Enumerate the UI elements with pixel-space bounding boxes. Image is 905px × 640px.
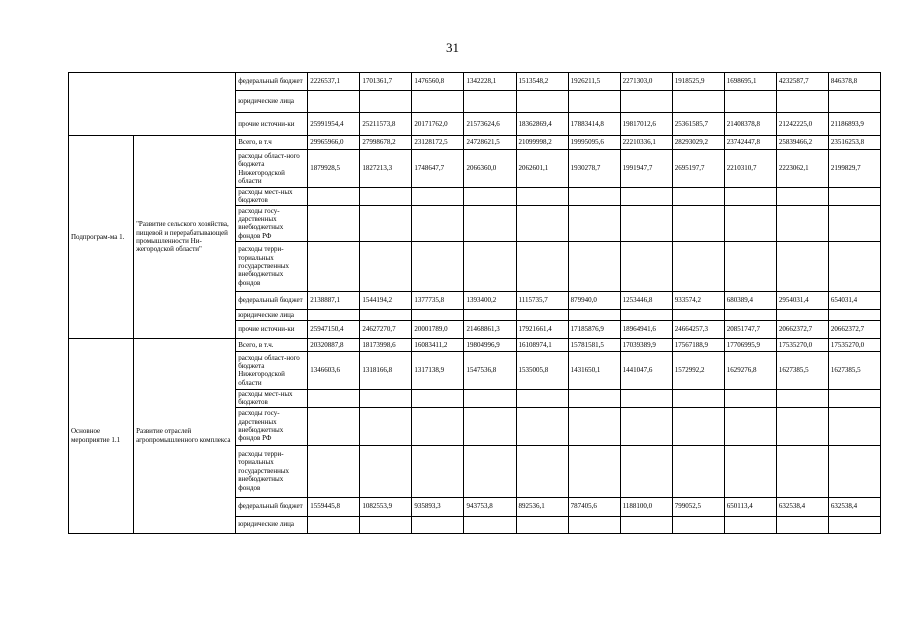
value-cell: 1431650,1 (568, 351, 620, 389)
value-cell (672, 309, 724, 320)
value-cell (412, 188, 464, 206)
value-cell: 15781581,5 (568, 338, 620, 351)
value-cell (412, 205, 464, 241)
value-cell (568, 445, 620, 497)
value-cell: 18362869,4 (516, 113, 568, 136)
source-label-cell: расходы терри-ториальных государственных внебюджетных фондов (236, 241, 308, 291)
value-cell: 1918525,9 (672, 73, 724, 91)
value-cell (464, 205, 516, 241)
value-cell: 1393400,2 (464, 291, 516, 309)
value-cell (308, 188, 360, 206)
value-cell: 1476560,8 (412, 73, 464, 91)
value-cell: 20662372,7 (776, 320, 828, 338)
value-cell: 16083411,2 (412, 338, 464, 351)
value-cell (464, 309, 516, 320)
value-cell (776, 407, 828, 445)
value-cell (828, 205, 880, 241)
value-cell: 1346603,6 (308, 351, 360, 389)
value-cell (308, 516, 360, 533)
value-cell: 1342228,1 (464, 73, 516, 91)
value-cell: 16108974,1 (516, 338, 568, 351)
value-cell: 2223062,1 (776, 150, 828, 188)
value-cell: 17567188,9 (672, 338, 724, 351)
program-code-cell: Подпрограм-ма 1. (69, 136, 134, 339)
source-label-cell: Всего, в т.ч (236, 136, 308, 150)
value-cell (412, 91, 464, 113)
value-cell (724, 309, 776, 320)
value-cell (828, 188, 880, 206)
value-cell: 1572992,2 (672, 351, 724, 389)
source-label-cell: прочие источни-ки (236, 113, 308, 136)
value-cell (516, 91, 568, 113)
value-cell (724, 205, 776, 241)
value-cell (568, 309, 620, 320)
value-cell (412, 309, 464, 320)
value-cell (360, 205, 412, 241)
value-cell (828, 309, 880, 320)
value-cell (672, 91, 724, 113)
value-cell (308, 445, 360, 497)
value-cell: 2271303,0 (620, 73, 672, 91)
value-cell: 892536,1 (516, 497, 568, 516)
value-cell (620, 309, 672, 320)
value-cell (360, 241, 412, 291)
value-cell (620, 188, 672, 206)
value-cell: 23516253,8 (828, 136, 880, 150)
value-cell (568, 241, 620, 291)
value-cell: 680389,4 (724, 291, 776, 309)
value-cell: 25991954,4 (308, 113, 360, 136)
value-cell (412, 389, 464, 407)
value-cell (464, 241, 516, 291)
value-cell (516, 188, 568, 206)
value-cell: 25211573,8 (360, 113, 412, 136)
value-cell (724, 91, 776, 113)
value-cell: 1930278,7 (568, 150, 620, 188)
value-cell: 17535270,0 (776, 338, 828, 351)
value-cell: 19817012,6 (620, 113, 672, 136)
value-cell (620, 241, 672, 291)
value-cell: 632538,4 (776, 497, 828, 516)
value-cell (620, 389, 672, 407)
value-cell (412, 516, 464, 533)
value-cell (412, 445, 464, 497)
source-label-cell: расходы област-ного бюджета Нижегородской области (236, 150, 308, 188)
value-cell: 28293029,2 (672, 136, 724, 150)
value-cell: 21242225,0 (776, 113, 828, 136)
value-cell: 1115735,7 (516, 291, 568, 309)
value-cell (516, 516, 568, 533)
table-row (69, 73, 881, 91)
value-cell: 24728621,5 (464, 136, 516, 150)
value-cell: 787405,6 (568, 497, 620, 516)
value-cell (828, 241, 880, 291)
value-cell: 20320887,8 (308, 338, 360, 351)
value-cell: 935893,3 (412, 497, 464, 516)
value-cell (620, 407, 672, 445)
source-label-cell: федеральный бюджет (236, 291, 308, 309)
value-cell: 1082553,9 (360, 497, 412, 516)
value-cell: 933574,2 (672, 291, 724, 309)
value-cell (672, 188, 724, 206)
value-cell (828, 91, 880, 113)
value-cell: 17535270,0 (828, 338, 880, 351)
source-label-cell: расходы терри-ториальных государственных внебюджетных фондов (236, 445, 308, 497)
value-cell (568, 205, 620, 241)
source-label-cell: юридические лица (236, 516, 308, 533)
value-cell: 29965966,0 (308, 136, 360, 150)
value-cell (516, 445, 568, 497)
source-label-cell: расходы мест-ных бюджетов (236, 188, 308, 206)
source-label-cell: расходы мест-ных бюджетов (236, 389, 308, 407)
value-cell (776, 91, 828, 113)
value-cell (568, 188, 620, 206)
value-cell: 20001789,0 (412, 320, 464, 338)
value-cell (776, 241, 828, 291)
value-cell (516, 389, 568, 407)
value-cell: 1627385,5 (828, 351, 880, 389)
source-label-cell: расходы госу-дарственных внебюджетных фондов РФ (236, 407, 308, 445)
value-cell: 654031,4 (828, 291, 880, 309)
value-cell (568, 91, 620, 113)
value-cell: 1559445,8 (308, 497, 360, 516)
value-cell: 1926211,5 (568, 73, 620, 91)
value-cell: 20171762,0 (412, 113, 464, 136)
value-cell: 1318166,8 (360, 351, 412, 389)
value-cell: 2695197,7 (672, 150, 724, 188)
value-cell (464, 188, 516, 206)
table-row (69, 136, 881, 150)
value-cell: 1441047,6 (620, 351, 672, 389)
value-cell: 17706995,9 (724, 338, 776, 351)
value-cell: 1377735,8 (412, 291, 464, 309)
value-cell (724, 188, 776, 206)
value-cell: 1253446,8 (620, 291, 672, 309)
value-cell (776, 389, 828, 407)
value-cell: 1627385,5 (776, 351, 828, 389)
table-row (69, 338, 881, 351)
value-cell (516, 407, 568, 445)
value-cell: 20851747,7 (724, 320, 776, 338)
budget-table (68, 72, 881, 534)
value-cell (724, 407, 776, 445)
value-cell (308, 309, 360, 320)
value-cell: 1547536,8 (464, 351, 516, 389)
value-cell: 25839466,2 (776, 136, 828, 150)
source-label-cell: расходы област-ного бюджета Нижегородской области (236, 351, 308, 389)
value-cell: 2199829,7 (828, 150, 880, 188)
value-cell (568, 516, 620, 533)
value-cell (724, 445, 776, 497)
source-label-cell: Всего, в т.ч. (236, 338, 308, 351)
value-cell (672, 389, 724, 407)
value-cell (464, 91, 516, 113)
value-cell (464, 407, 516, 445)
value-cell (360, 516, 412, 533)
value-cell: 1544194,2 (360, 291, 412, 309)
value-cell: 22210336,1 (620, 136, 672, 150)
value-cell: 1698695,1 (724, 73, 776, 91)
value-cell: 18964941,6 (620, 320, 672, 338)
value-cell: 1535005,8 (516, 351, 568, 389)
value-cell (308, 407, 360, 445)
program-code-cell: Основное мероприятие 1.1 (69, 338, 134, 533)
source-label-cell: прочие источни-ки (236, 320, 308, 338)
value-cell: 2226537,1 (308, 73, 360, 91)
value-cell (828, 407, 880, 445)
value-cell (360, 188, 412, 206)
value-cell (308, 91, 360, 113)
value-cell: 2062601,1 (516, 150, 568, 188)
value-cell: 23742447,8 (724, 136, 776, 150)
value-cell (724, 389, 776, 407)
value-cell (464, 389, 516, 407)
value-cell (776, 188, 828, 206)
value-cell (828, 445, 880, 497)
value-cell (516, 205, 568, 241)
value-cell: 21468861,3 (464, 320, 516, 338)
value-cell: 1827213,3 (360, 150, 412, 188)
value-cell: 20662372,7 (828, 320, 880, 338)
value-cell (828, 389, 880, 407)
value-cell: 19995095,6 (568, 136, 620, 150)
value-cell: 879940,0 (568, 291, 620, 309)
value-cell: 25947150,4 (308, 320, 360, 338)
value-cell (360, 389, 412, 407)
value-cell: 1991947,7 (620, 150, 672, 188)
value-cell (724, 516, 776, 533)
value-cell: 18173998,6 (360, 338, 412, 351)
page-number: 31 (446, 40, 459, 55)
value-cell: 24664257,3 (672, 320, 724, 338)
value-cell (776, 205, 828, 241)
program-title-cell: "Развитие сельского хозяйства, пищевой и перерабатывающей промышленности Ни-жегородской области" (134, 136, 236, 339)
value-cell (516, 241, 568, 291)
value-cell: 21408378,8 (724, 113, 776, 136)
value-cell: 799052,5 (672, 497, 724, 516)
value-cell: 1879928,5 (308, 150, 360, 188)
value-cell: 23128172,5 (412, 136, 464, 150)
value-cell: 1748647,7 (412, 150, 464, 188)
value-cell (308, 205, 360, 241)
value-cell: 17921661,4 (516, 320, 568, 338)
source-label-cell: расходы госу-дарственных внебюджетных фондов РФ (236, 205, 308, 241)
value-cell (620, 445, 672, 497)
value-cell (776, 445, 828, 497)
value-cell (464, 445, 516, 497)
value-cell (360, 407, 412, 445)
value-cell (360, 309, 412, 320)
value-cell: 2138887,1 (308, 291, 360, 309)
value-cell (672, 445, 724, 497)
value-cell: 25361585,7 (672, 113, 724, 136)
value-cell (464, 516, 516, 533)
value-cell: 1629276,8 (724, 351, 776, 389)
value-cell (620, 205, 672, 241)
value-cell (828, 516, 880, 533)
program-title-cell: Развитие отраслей агропромышленного комплекса (134, 338, 236, 533)
value-cell (412, 241, 464, 291)
value-cell (776, 309, 828, 320)
value-cell (308, 389, 360, 407)
value-cell (360, 445, 412, 497)
value-cell: 1188100,0 (620, 497, 672, 516)
value-cell: 24627270,7 (360, 320, 412, 338)
value-cell (568, 407, 620, 445)
value-cell (672, 205, 724, 241)
value-cell: 846378,8 (828, 73, 880, 91)
empty-program-cell (69, 73, 236, 136)
value-cell: 650113,4 (724, 497, 776, 516)
source-label-cell: юридические лица (236, 91, 308, 113)
value-cell: 21573624,6 (464, 113, 516, 136)
value-cell (412, 407, 464, 445)
value-cell: 1701361,7 (360, 73, 412, 91)
value-cell: 1513548,2 (516, 73, 568, 91)
value-cell: 943753,8 (464, 497, 516, 516)
value-cell (620, 516, 672, 533)
value-cell (672, 407, 724, 445)
value-cell (672, 516, 724, 533)
value-cell: 19804996,9 (464, 338, 516, 351)
value-cell: 1317138,9 (412, 351, 464, 389)
value-cell: 2210310,7 (724, 150, 776, 188)
value-cell (568, 389, 620, 407)
value-cell (516, 309, 568, 320)
value-cell: 21186893,9 (828, 113, 880, 136)
value-cell: 27998678,2 (360, 136, 412, 150)
value-cell (776, 516, 828, 533)
value-cell: 17883414,8 (568, 113, 620, 136)
value-cell (620, 91, 672, 113)
value-cell: 632538,4 (828, 497, 880, 516)
value-cell (308, 241, 360, 291)
value-cell (360, 91, 412, 113)
value-cell (724, 241, 776, 291)
source-label-cell: федеральный бюджет (236, 73, 308, 91)
value-cell: 4232587,7 (776, 73, 828, 91)
value-cell (672, 241, 724, 291)
source-label-cell: юридические лица (236, 309, 308, 320)
value-cell: 17039389,9 (620, 338, 672, 351)
value-cell: 21099998,2 (516, 136, 568, 150)
value-cell: 2954031,4 (776, 291, 828, 309)
source-label-cell: федеральный бюджет (236, 497, 308, 516)
value-cell: 17185876,9 (568, 320, 620, 338)
value-cell: 2066360,0 (464, 150, 516, 188)
